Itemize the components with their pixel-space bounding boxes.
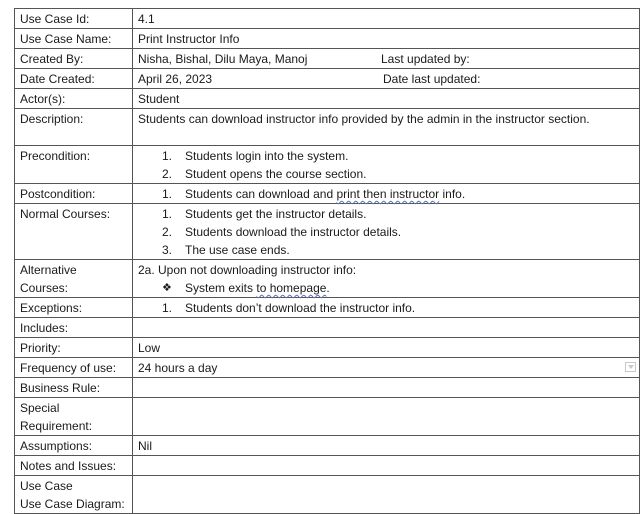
list-item bbox=[138, 299, 634, 317]
label-special-requirement bbox=[15, 398, 133, 436]
label-line: Alternative bbox=[20, 263, 77, 277]
row-normal-courses bbox=[15, 204, 640, 260]
cell-postcondition bbox=[133, 184, 640, 204]
list-item bbox=[138, 279, 634, 297]
dropdown-arrow-icon[interactable] bbox=[625, 362, 636, 372]
row-description bbox=[15, 109, 640, 146]
value-notes bbox=[133, 456, 640, 476]
label-normal-courses: Normal Courses: bbox=[15, 204, 133, 260]
list-item bbox=[138, 165, 634, 183]
item-number: 1. bbox=[162, 301, 173, 315]
row-actors bbox=[15, 89, 640, 109]
label-use-case-diagram bbox=[15, 476, 133, 514]
value-includes bbox=[133, 318, 640, 338]
list-item bbox=[138, 241, 634, 259]
item-text: Students don’t download the instructor info. bbox=[185, 301, 416, 315]
row-includes bbox=[15, 318, 640, 338]
cell-alternative-courses bbox=[133, 260, 640, 298]
row-precondition bbox=[15, 146, 640, 184]
value-date-created: April 26, 2023 bbox=[138, 72, 213, 86]
row-special-requirement bbox=[15, 398, 640, 436]
list-item bbox=[138, 147, 634, 165]
cell-date-created bbox=[133, 69, 640, 89]
bullet-diamond-icon: ❖ bbox=[162, 282, 172, 294]
label-last-updated-by: Last updated by: bbox=[381, 52, 470, 66]
value-use-case-id: 4.1 bbox=[133, 9, 640, 29]
label-postcondition: Postcondition: bbox=[15, 184, 133, 204]
row-use-case-diagram bbox=[15, 476, 640, 514]
label-exceptions: Exceptions: bbox=[15, 298, 133, 318]
cell-normal-courses bbox=[133, 204, 640, 260]
alt-course-list bbox=[138, 279, 634, 297]
row-assumptions bbox=[15, 436, 640, 456]
value-frequency: 24 hours a day bbox=[138, 361, 218, 375]
item-text-spellcheck: print then instructor bbox=[336, 187, 440, 201]
value-description: Students can download instructor info provided by the admin in the instructor section. bbox=[133, 109, 640, 146]
value-actors: Student bbox=[133, 89, 640, 109]
label-date-last-updated: Date last updated: bbox=[383, 72, 481, 86]
label-line: Special bbox=[20, 401, 60, 415]
label-frequency: Frequency of use: bbox=[15, 358, 133, 378]
label-line: Requirement: bbox=[20, 419, 93, 433]
item-text: The use case ends. bbox=[185, 243, 290, 257]
label-priority: Priority: bbox=[15, 338, 133, 358]
row-notes bbox=[15, 456, 640, 476]
row-business-rule bbox=[15, 378, 640, 398]
label-notes: Notes and Issues: bbox=[15, 456, 133, 476]
item-text-spellcheck: to homepage bbox=[256, 281, 327, 295]
label-actors: Actor(s): bbox=[15, 89, 133, 109]
row-frequency bbox=[15, 358, 640, 378]
item-text: Students get the instructor details. bbox=[185, 207, 367, 221]
use-case-table bbox=[14, 8, 640, 514]
row-priority bbox=[15, 338, 640, 358]
item-text-start: Students can download and bbox=[185, 187, 337, 201]
label-precondition: Precondition: bbox=[15, 146, 133, 184]
item-text: Students login into the system. bbox=[185, 149, 349, 163]
cell-exceptions bbox=[133, 298, 640, 318]
row-created-by bbox=[15, 49, 640, 69]
exceptions-list bbox=[138, 299, 634, 317]
label-created-by: Created By: bbox=[15, 49, 133, 69]
item-number: 2. bbox=[162, 225, 173, 239]
value-assumptions: Nil bbox=[133, 436, 640, 456]
label-description: Description: bbox=[15, 109, 133, 146]
label-line: Use Case bbox=[20, 479, 73, 493]
value-business-rule bbox=[133, 378, 640, 398]
list-item bbox=[138, 185, 634, 203]
row-date-created bbox=[15, 69, 640, 89]
label-use-case-name: Use Case Name: bbox=[15, 29, 133, 49]
cell-precondition bbox=[133, 146, 640, 184]
row-use-case-name bbox=[15, 29, 640, 49]
item-number: 2. bbox=[162, 167, 173, 181]
label-alternative-courses bbox=[15, 260, 133, 298]
item-number: 1. bbox=[162, 207, 173, 221]
row-use-case-id bbox=[15, 9, 640, 29]
item-number: 1. bbox=[162, 187, 173, 201]
normal-courses-list bbox=[138, 205, 634, 259]
value-created-by: Nisha, Bishal, Dilu Maya, Manoj bbox=[138, 52, 308, 66]
item-number: 3. bbox=[162, 243, 173, 257]
row-alternative-courses bbox=[15, 260, 640, 298]
item-text-start: System exits bbox=[185, 281, 257, 295]
label-line: Courses: bbox=[20, 281, 69, 295]
postcondition-list bbox=[138, 185, 634, 203]
precondition-list bbox=[138, 147, 634, 183]
item-number: 1. bbox=[162, 149, 173, 163]
item-text: Student opens the course section. bbox=[185, 167, 367, 181]
cell-created-by bbox=[133, 49, 640, 69]
item-text-end: . bbox=[326, 281, 330, 295]
label-line: Use Case Diagram: bbox=[20, 497, 125, 511]
label-includes: Includes: bbox=[15, 318, 133, 338]
value-use-case-name: Print Instructor Info bbox=[133, 29, 640, 49]
item-text: Students download the instructor details. bbox=[185, 225, 402, 239]
value-special-requirement bbox=[133, 398, 640, 436]
list-item bbox=[138, 205, 634, 223]
cell-frequency bbox=[133, 358, 640, 378]
value-use-case-diagram bbox=[133, 476, 640, 514]
row-exceptions bbox=[15, 298, 640, 318]
label-business-rule: Business Rule: bbox=[15, 378, 133, 398]
item-text-end: info. bbox=[439, 187, 466, 201]
label-use-case-id: Use Case Id: bbox=[15, 9, 133, 29]
label-date-created: Date Created: bbox=[15, 69, 133, 89]
value-priority: Low bbox=[133, 338, 640, 358]
list-item bbox=[138, 223, 634, 241]
row-postcondition bbox=[15, 184, 640, 204]
alt-course-heading: 2a. Upon not downloading instructor info: bbox=[138, 263, 357, 277]
label-assumptions: Assumptions: bbox=[15, 436, 133, 456]
